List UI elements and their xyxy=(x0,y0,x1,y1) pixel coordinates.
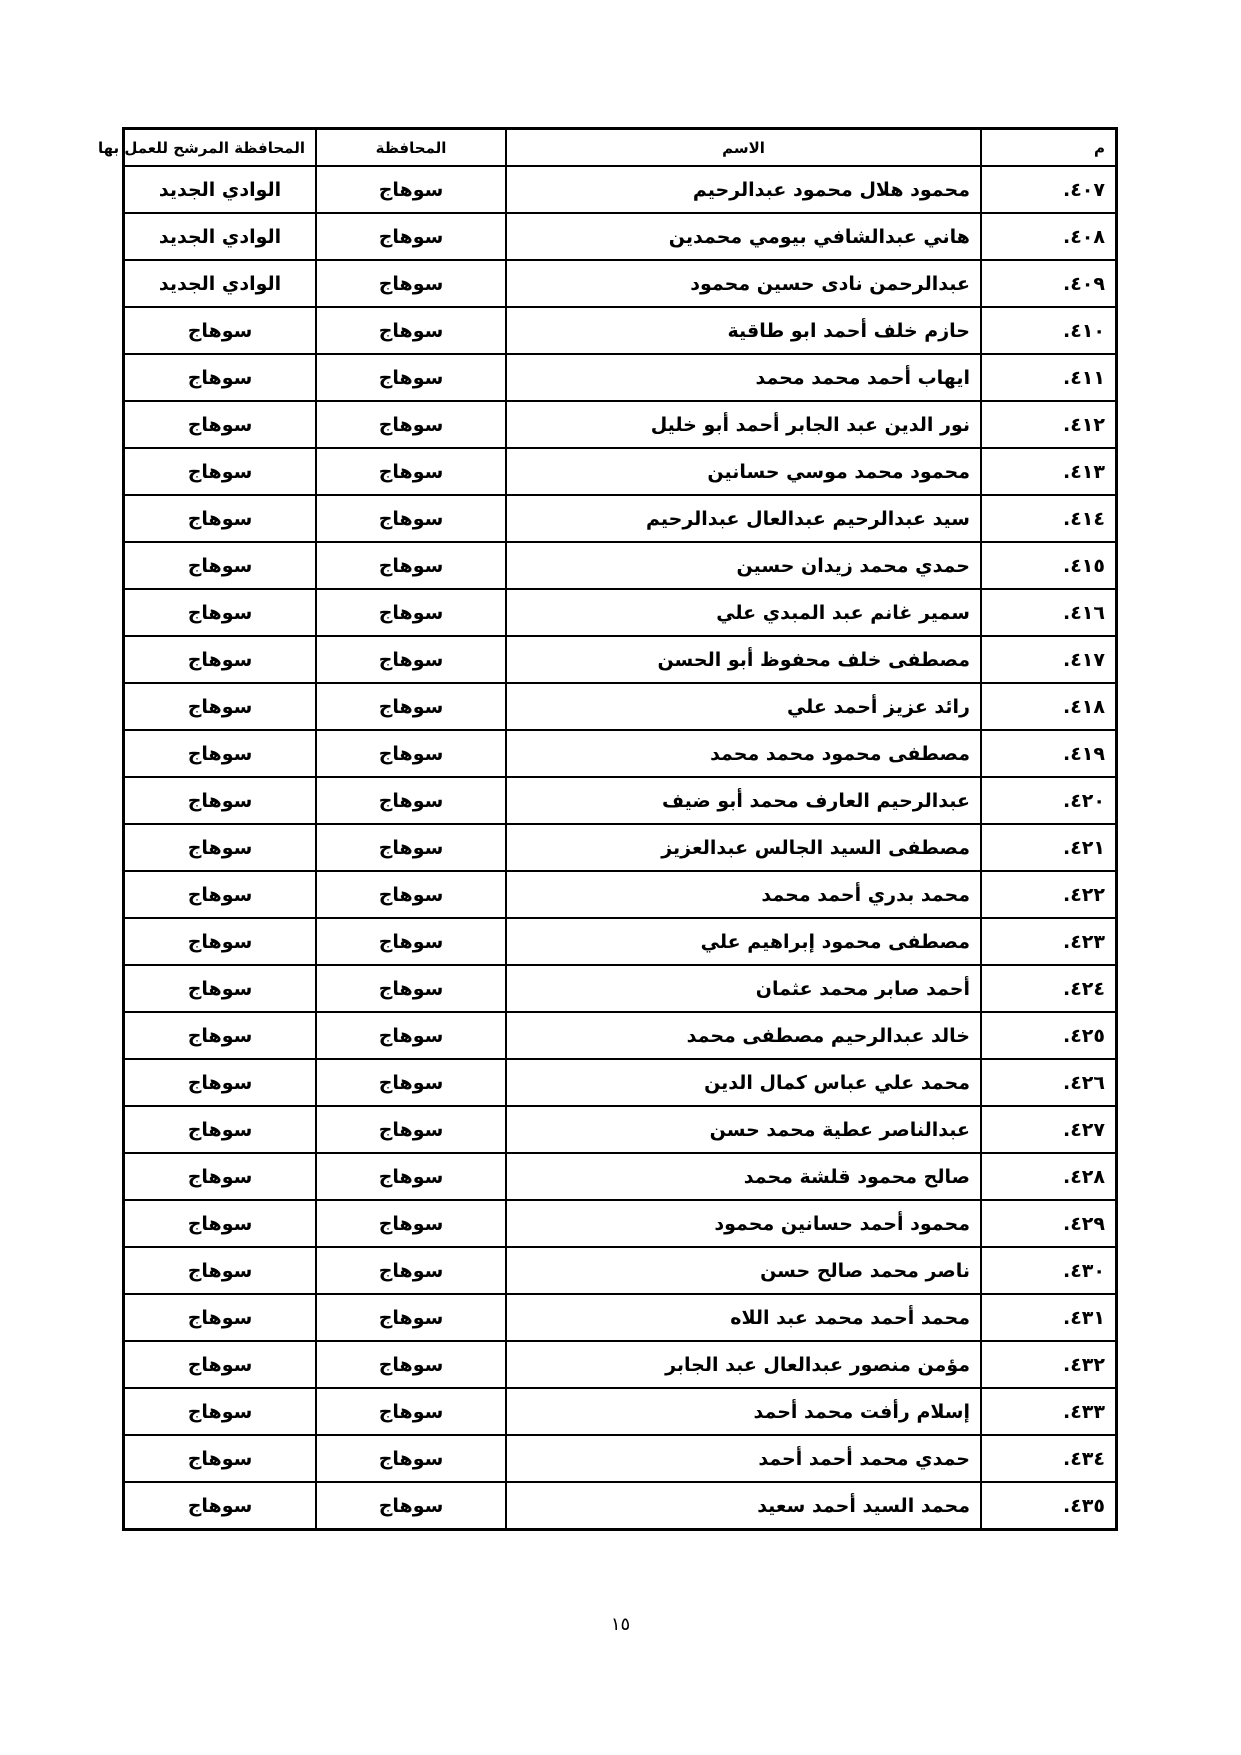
table-row xyxy=(124,1200,1117,1247)
cell-governorate: سوهاج xyxy=(316,1341,506,1388)
cell-index: ٤٣٢. xyxy=(981,1341,1117,1388)
cell-governorate: سوهاج xyxy=(316,777,506,824)
table-row xyxy=(124,683,1117,730)
cell-assigned-governorate: سوهاج xyxy=(124,871,317,918)
cell-governorate: سوهاج xyxy=(316,636,506,683)
cell-index: ٤٢١. xyxy=(981,824,1117,871)
table-row xyxy=(124,965,1117,1012)
table-row xyxy=(124,307,1117,354)
cell-name: عبدالرحيم العارف محمد أبو ضيف xyxy=(506,777,981,824)
cell-index: ٤١٧. xyxy=(981,636,1117,683)
cell-index: ٤١١. xyxy=(981,354,1117,401)
cell-governorate: سوهاج xyxy=(316,683,506,730)
cell-index: ٤١٤. xyxy=(981,495,1117,542)
cell-assigned-governorate: الوادي الجديد xyxy=(124,166,317,213)
cell-assigned-governorate: سوهاج xyxy=(124,1435,317,1482)
cell-name: محمد علي عباس كمال الدين xyxy=(506,1059,981,1106)
cell-name: حازم خلف أحمد ابو طاقية xyxy=(506,307,981,354)
cell-governorate: سوهاج xyxy=(316,354,506,401)
cell-index: ٤١٣. xyxy=(981,448,1117,495)
table-row xyxy=(124,542,1117,589)
cell-name: مصطفى السيد الجالس عبدالعزيز xyxy=(506,824,981,871)
cell-index: ٤٣٥. xyxy=(981,1482,1117,1530)
cell-name: مصطفى محمود إبراهيم علي xyxy=(506,918,981,965)
table-row xyxy=(124,1153,1117,1200)
cell-assigned-governorate: سوهاج xyxy=(124,1200,317,1247)
table-row xyxy=(124,1059,1117,1106)
table-row xyxy=(124,589,1117,636)
table-row xyxy=(124,918,1117,965)
cell-governorate: سوهاج xyxy=(316,1106,506,1153)
cell-index: ٤٣٠. xyxy=(981,1247,1117,1294)
cell-assigned-governorate: سوهاج xyxy=(124,1388,317,1435)
table-row xyxy=(124,448,1117,495)
cell-governorate: سوهاج xyxy=(316,307,506,354)
table-row xyxy=(124,1435,1117,1482)
cell-governorate: سوهاج xyxy=(316,495,506,542)
table-row xyxy=(124,1482,1117,1530)
table-row xyxy=(124,871,1117,918)
cell-assigned-governorate: سوهاج xyxy=(124,354,317,401)
cell-name: إسلام رأفت محمد أحمد xyxy=(506,1388,981,1435)
header-governorate: المحافظة xyxy=(316,129,506,167)
cell-name: مصطفى محمود محمد محمد xyxy=(506,730,981,777)
document-page xyxy=(97,127,1118,1531)
cell-assigned-governorate: سوهاج xyxy=(124,824,317,871)
cell-index: ٤١٢. xyxy=(981,401,1117,448)
cell-governorate: سوهاج xyxy=(316,1247,506,1294)
cell-index: ٤٢٢. xyxy=(981,871,1117,918)
cell-governorate: سوهاج xyxy=(316,1435,506,1482)
cell-name: محمود هلال محمود عبدالرحيم xyxy=(506,166,981,213)
cell-index: ٤٢٩. xyxy=(981,1200,1117,1247)
table-row xyxy=(124,1012,1117,1059)
cell-governorate: سوهاج xyxy=(316,589,506,636)
header-row xyxy=(124,129,1117,167)
candidates-table xyxy=(97,127,1118,1531)
cell-name: صالح محمود قلشة محمد xyxy=(506,1153,981,1200)
cell-governorate: سوهاج xyxy=(316,448,506,495)
cell-governorate: سوهاج xyxy=(316,1294,506,1341)
cell-index: ٤٢٠. xyxy=(981,777,1117,824)
cell-governorate: سوهاج xyxy=(316,1388,506,1435)
cell-assigned-governorate: سوهاج xyxy=(124,1059,317,1106)
cell-index: ٤١٦. xyxy=(981,589,1117,636)
cell-name: مصطفى خلف محفوظ أبو الحسن xyxy=(506,636,981,683)
cell-index: ٤٣٤. xyxy=(981,1435,1117,1482)
cell-name: خالد عبدالرحيم مصطفى محمد xyxy=(506,1012,981,1059)
cell-index: ٤١٠. xyxy=(981,307,1117,354)
cell-index: ٤١٨. xyxy=(981,683,1117,730)
cell-index: ٤٣٣. xyxy=(981,1388,1117,1435)
cell-name: رائد عزيز أحمد علي xyxy=(506,683,981,730)
cell-name: ايهاب أحمد محمد محمد xyxy=(506,354,981,401)
header-index: م xyxy=(981,129,1117,167)
table-row xyxy=(124,401,1117,448)
cell-assigned-governorate: سوهاج xyxy=(124,730,317,777)
cell-assigned-governorate: الوادي الجديد xyxy=(124,213,317,260)
cell-assigned-governorate: سوهاج xyxy=(124,1294,317,1341)
header-assigned-governorate: المحافظة المرشح للعمل بها xyxy=(124,129,317,167)
cell-index: ٤١٩. xyxy=(981,730,1117,777)
cell-governorate: سوهاج xyxy=(316,166,506,213)
table-row xyxy=(124,495,1117,542)
cell-index: ٤٣١. xyxy=(981,1294,1117,1341)
cell-name: حمدي محمد أحمد أحمد xyxy=(506,1435,981,1482)
cell-assigned-governorate: سوهاج xyxy=(124,777,317,824)
table-row xyxy=(124,1388,1117,1435)
cell-assigned-governorate: سوهاج xyxy=(124,1247,317,1294)
table-row xyxy=(124,354,1117,401)
cell-index: ٤١٥. xyxy=(981,542,1117,589)
cell-index: ٤٠٨. xyxy=(981,213,1117,260)
cell-assigned-governorate: سوهاج xyxy=(124,1106,317,1153)
table-row xyxy=(124,1341,1117,1388)
cell-assigned-governorate: سوهاج xyxy=(124,589,317,636)
cell-name: سمير غانم عبد المبدي علي xyxy=(506,589,981,636)
table-row xyxy=(124,824,1117,871)
table-header xyxy=(97,129,1117,167)
cell-index: ٤٢٦. xyxy=(981,1059,1117,1106)
cell-governorate: سوهاج xyxy=(316,542,506,589)
cell-index: ٤٢٥. xyxy=(981,1012,1117,1059)
header-name: الاسم xyxy=(506,129,981,167)
cell-name: عبدالناصر عطية محمد حسن xyxy=(506,1106,981,1153)
cell-name: محمود محمد موسي حسانين xyxy=(506,448,981,495)
cell-governorate: سوهاج xyxy=(316,730,506,777)
table-row xyxy=(124,166,1117,213)
cell-assigned-governorate: سوهاج xyxy=(124,636,317,683)
cell-index: ٤٠٧. xyxy=(981,166,1117,213)
cell-name: حمدي محمد زيدان حسين xyxy=(506,542,981,589)
cell-assigned-governorate: سوهاج xyxy=(124,542,317,589)
cell-index: ٤٢٨. xyxy=(981,1153,1117,1200)
cell-name: أحمد صابر محمد عثمان xyxy=(506,965,981,1012)
cell-index: ٤٢٧. xyxy=(981,1106,1117,1153)
cell-governorate: سوهاج xyxy=(316,260,506,307)
cell-governorate: سوهاج xyxy=(316,1012,506,1059)
cell-index: ٤٠٩. xyxy=(981,260,1117,307)
cell-name: نور الدين عبد الجابر أحمد أبو خليل xyxy=(506,401,981,448)
cell-governorate: سوهاج xyxy=(316,1153,506,1200)
cell-assigned-governorate: سوهاج xyxy=(124,401,317,448)
cell-name: مؤمن منصور عبدالعال عبد الجابر xyxy=(506,1341,981,1388)
table-row xyxy=(124,1106,1117,1153)
cell-name: محمد أحمد محمد عبد اللاه xyxy=(506,1294,981,1341)
table-body xyxy=(124,166,1117,1530)
table-row xyxy=(124,730,1117,777)
cell-name: هاني عبدالشافي بيومي محمدين xyxy=(506,213,981,260)
cell-index: ٤٢٣. xyxy=(981,918,1117,965)
cell-assigned-governorate: سوهاج xyxy=(124,1341,317,1388)
cell-governorate: سوهاج xyxy=(316,401,506,448)
cell-governorate: سوهاج xyxy=(316,824,506,871)
table-row xyxy=(124,260,1117,307)
cell-governorate: سوهاج xyxy=(316,1059,506,1106)
table-row xyxy=(124,636,1117,683)
cell-governorate: سوهاج xyxy=(316,965,506,1012)
table-row xyxy=(124,213,1117,260)
cell-name: ناصر محمد صالح حسن xyxy=(506,1247,981,1294)
cell-assigned-governorate: سوهاج xyxy=(124,307,317,354)
cell-assigned-governorate: سوهاج xyxy=(124,448,317,495)
cell-name: عبدالرحمن نادى حسين محمود xyxy=(506,260,981,307)
cell-governorate: سوهاج xyxy=(316,213,506,260)
table-row xyxy=(124,777,1117,824)
cell-governorate: سوهاج xyxy=(316,1482,506,1530)
cell-assigned-governorate: سوهاج xyxy=(124,683,317,730)
cell-governorate: سوهاج xyxy=(316,918,506,965)
table-row xyxy=(124,1247,1117,1294)
cell-assigned-governorate: سوهاج xyxy=(124,495,317,542)
cell-assigned-governorate: سوهاج xyxy=(124,1482,317,1530)
cell-name: سيد عبدالرحيم عبدالعال عبدالرحيم xyxy=(506,495,981,542)
cell-assigned-governorate: سوهاج xyxy=(124,1012,317,1059)
cell-name: محمد بدري أحمد محمد xyxy=(506,871,981,918)
cell-name: محمود أحمد حسانين محمود xyxy=(506,1200,981,1247)
page-number: ١٥ xyxy=(610,1614,631,1635)
cell-governorate: سوهاج xyxy=(316,1200,506,1247)
cell-assigned-governorate: سوهاج xyxy=(124,918,317,965)
cell-governorate: سوهاج xyxy=(316,871,506,918)
table-row xyxy=(124,1294,1117,1341)
cell-assigned-governorate: سوهاج xyxy=(124,965,317,1012)
cell-name: محمد السيد أحمد سعيد xyxy=(506,1482,981,1530)
cell-assigned-governorate: سوهاج xyxy=(124,1153,317,1200)
cell-assigned-governorate: الوادي الجديد xyxy=(124,260,317,307)
cell-index: ٤٢٤. xyxy=(981,965,1117,1012)
